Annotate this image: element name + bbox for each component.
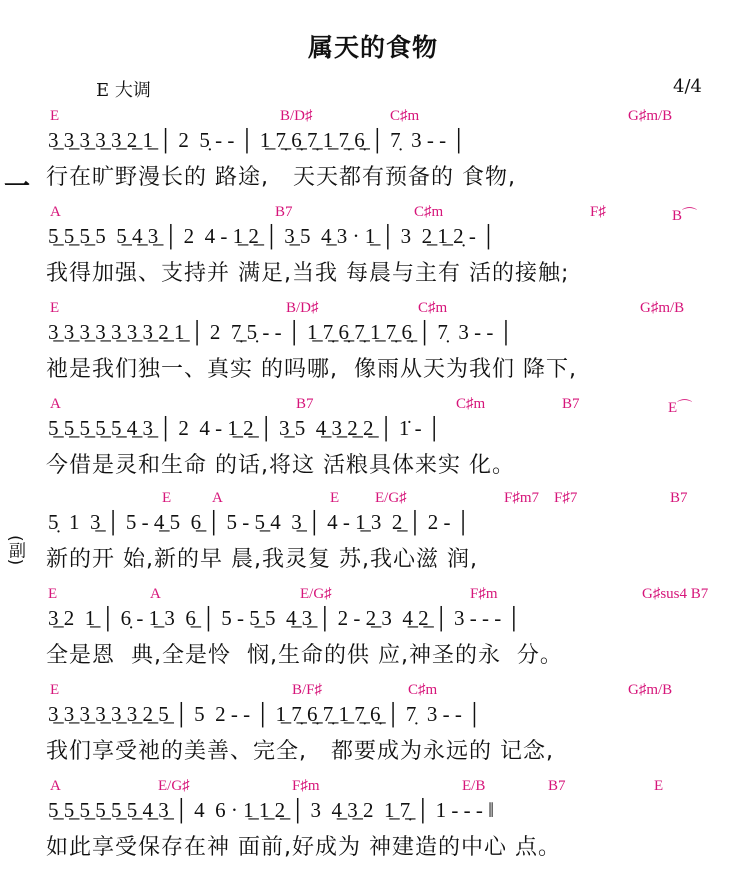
chord-row [0, 108, 746, 128]
numbered-notation: 5̣ 1 3̲ │ 5 - 4̲ 5 6̲ │ 5 - 5̲ 4 3̲ │ 4 - 1̲ 3 2̲ │ 2 - │ [48, 510, 471, 534]
lyric-line: 今借是灵和生命 的话,将这 活粮具体来实 化。 [46, 453, 515, 478]
music-system [0, 396, 746, 486]
chord-symbol: B7 [548, 778, 566, 794]
chord-row [0, 490, 746, 510]
notation-row [0, 224, 746, 254]
chord-symbol: G♯sus4 B7 [642, 586, 709, 602]
chord-row [0, 586, 746, 606]
chord-symbol: F♯ [590, 204, 606, 220]
lyric-line: 行在旷野漫长的 路途, 天天都有预备的 食物, [46, 165, 516, 190]
music-system [0, 108, 746, 198]
numbered-notation: 3̲ 3̲ 3̲ 3̲ 3̲ 2̲ 1̲ │ 2 5̣ - - │ 1̲ 7̣̲ 6̣̲ 7̣̲ 1̲ 7̣̲ 6̣̲ │ 7̣ 3 - - │ [48, 128, 467, 152]
music-system [0, 490, 746, 580]
numbered-notation: 5̲ 5̲ 5̲ 5̲ 5̲ 4̲ 3̲ │ 2 4 - 1̲ 2̲ │ 3̲ 5 4̲ 3̲ 2̲ 2̲ │ 1̇ - │ [48, 416, 442, 440]
chord-symbol: E [50, 300, 60, 316]
chord-symbol: E [330, 490, 340, 506]
chord-symbol: E/G♯ [300, 586, 332, 602]
lyric-line: 全是恩 典,全是怜 悯,生命的供 应,神圣的永 分。 [46, 643, 563, 668]
chord-symbol: B7 [296, 396, 314, 412]
numbered-notation: 3̲ 3̲ 3̲ 3̲ 3̲ 3̲ 3̲ 2̲ 1̲ │ 2 7̣̲ 5̣ - - │ 1̲ 7̣̲ 6̣̲ 7̣̲ 1̲ 7̣̲ 6̣̲ │ 7̣ 3 - - │ [48, 320, 514, 344]
chord-row [0, 778, 746, 798]
notation-row [0, 606, 746, 636]
chord-symbol: E/G♯ [158, 778, 190, 794]
chord-row [0, 300, 746, 320]
key-signature: E 大调 [96, 80, 151, 101]
lyric-line: 我得加强、支持并 满足,当我 每晨与主有 活的接触; [46, 261, 570, 286]
music-system [0, 778, 746, 868]
lyric-line: 祂是我们独一、真实 的吗哪, 像雨从天为我们 降下, [46, 357, 577, 382]
lyric-line: 我们享受祂的美善、完全, 都要成为永远的 记念, [46, 739, 554, 764]
music-system [0, 682, 746, 772]
chord-symbol: B/D♯ [280, 108, 313, 124]
chord-symbol: G♯m/B [628, 108, 673, 124]
numbered-notation: 3̲ 3̲ 3̲ 3̲ 3̲ 3̲ 2̲ 5̲ │ 5 2 - - │ 1̲ 7̣̲ 6̣̲ 7̣̲ 1̲ 7̣̲ 6̣̲ │ 7̣ 3 - - │ [48, 702, 482, 726]
notation-row [0, 510, 746, 540]
numbered-notation: 5̲ 5̲ 5̲ 5 5̲ 4̲ 3̲ │ 2 4 - 1̲ 2̲ │ 3̲ 5 4̲ 3 · 1̲ │ 3 2̲ 1̲ 2̣ - │ [48, 224, 496, 248]
lyric-line: 如此享受保存在神 面前,好成为 神建造的中心 点。 [46, 835, 561, 860]
chord-symbol: F♯m [470, 586, 498, 602]
chord-symbol: C♯m [390, 108, 420, 124]
song-title: 属天的食物 [307, 33, 438, 62]
chord-symbol: C♯m [418, 300, 448, 316]
chord-symbol: B7 [562, 396, 580, 412]
chord-symbol: E⌒ [668, 400, 693, 416]
notation-row [0, 702, 746, 732]
chord-symbol: F♯7 [554, 490, 578, 506]
chord-symbol: E [50, 108, 60, 124]
music-system [0, 300, 746, 390]
notation-row [0, 128, 746, 158]
chord-symbol: E/B [462, 778, 486, 794]
chord-symbol: B⌒ [672, 208, 698, 224]
chord-symbol: F♯m7 [504, 490, 540, 506]
chord-symbol: G♯m/B [628, 682, 673, 698]
chord-symbol: E [50, 682, 60, 698]
chord-symbol: A [212, 490, 223, 506]
music-system [0, 204, 746, 294]
chord-symbol: G♯m/B [640, 300, 685, 316]
chord-symbol: C♯m [414, 204, 444, 220]
lyric-line: 新的开 始,新的早 晨,我灵复 苏,我心滋 润, [46, 547, 478, 572]
chord-symbol: A [50, 204, 61, 220]
music-system [0, 586, 746, 676]
notation-row [0, 416, 746, 446]
chord-symbol: B/F♯ [292, 682, 323, 698]
time-signature: 4/4 [673, 76, 702, 97]
chord-symbol: E [48, 586, 58, 602]
numbered-notation: 3̲ 2 1̲ │ 6̣ - 1̲ 3 6̲ │ 5 - 5̲ 5 4̲ 3̲ │ 2 - 2̲ 3 4̲ 2̲ │ 3 - - - │ [48, 606, 522, 630]
chord-symbol: C♯m [408, 682, 438, 698]
chord-symbol: C♯m [456, 396, 486, 412]
chord-symbol: A [50, 396, 61, 412]
chord-row [0, 682, 746, 702]
notation-row [0, 320, 746, 350]
chord-symbol: A [50, 778, 61, 794]
chord-symbol: E [654, 778, 664, 794]
chord-symbol: F♯m [292, 778, 320, 794]
chorus-label: (副) [5, 535, 25, 566]
chord-row [0, 396, 746, 416]
chord-symbol: E [162, 490, 172, 506]
chord-row [0, 204, 746, 224]
chord-symbol: B7 [670, 490, 688, 506]
notation-row [0, 798, 746, 828]
chord-symbol: E/G♯ [375, 490, 407, 506]
numbered-notation: 5̲ 5̲ 5̲ 5̲ 5̲ 5̲ 4̲ 3̲ │ 4 6 · 1̲ 1̲ 2̲ │ 3 4̲ 3̲ 2 1̲ 7̣̲ │ 1 - - - ‖ [48, 798, 495, 822]
verse-number: 一 [4, 172, 31, 202]
chord-symbol: B7 [275, 204, 293, 220]
chord-symbol: B/D♯ [286, 300, 319, 316]
chord-symbol: A [150, 586, 161, 602]
